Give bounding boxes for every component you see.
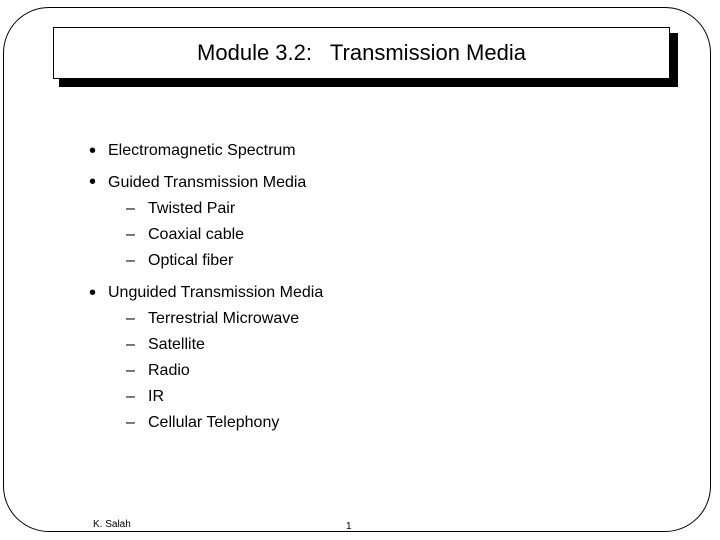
footer-page-number: 1 [346,521,352,532]
subitem-optical-fiber: Optical fiber [148,252,234,269]
subitem-terrestrial-microwave: Terrestrial Microwave [148,310,300,327]
dash-icon: – [126,252,135,269]
subitem-ir: IR [148,388,164,405]
bullet-icon: • [89,171,97,193]
title-box [53,27,670,79]
dash-icon: – [126,414,135,431]
bullet-icon: • [89,140,97,162]
dash-icon: – [126,336,135,353]
bullet-icon: • [89,282,97,304]
subitem-radio: Radio [148,362,190,379]
bullet-unguided-transmission-media: Unguided Transmission Media [108,284,324,301]
subitem-twisted-pair: Twisted Pair [148,200,236,217]
subitem-satellite: Satellite [148,336,205,353]
dash-icon: – [126,388,135,405]
dash-icon: – [126,310,135,327]
dash-icon: – [126,200,135,217]
footer-author: K. Salah [93,519,131,530]
dash-icon: – [126,362,135,379]
bullet-electromagnetic-spectrum: Electromagnetic Spectrum [108,142,296,159]
dash-icon: – [126,226,135,243]
bullet-guided-transmission-media: Guided Transmission Media [108,174,307,191]
subitem-coaxial-cable: Coaxial cable [148,226,245,243]
subitem-cellular-telephony: Cellular Telephony [148,414,280,431]
page-title: Module 3.2: Transmission Media [197,40,526,65]
